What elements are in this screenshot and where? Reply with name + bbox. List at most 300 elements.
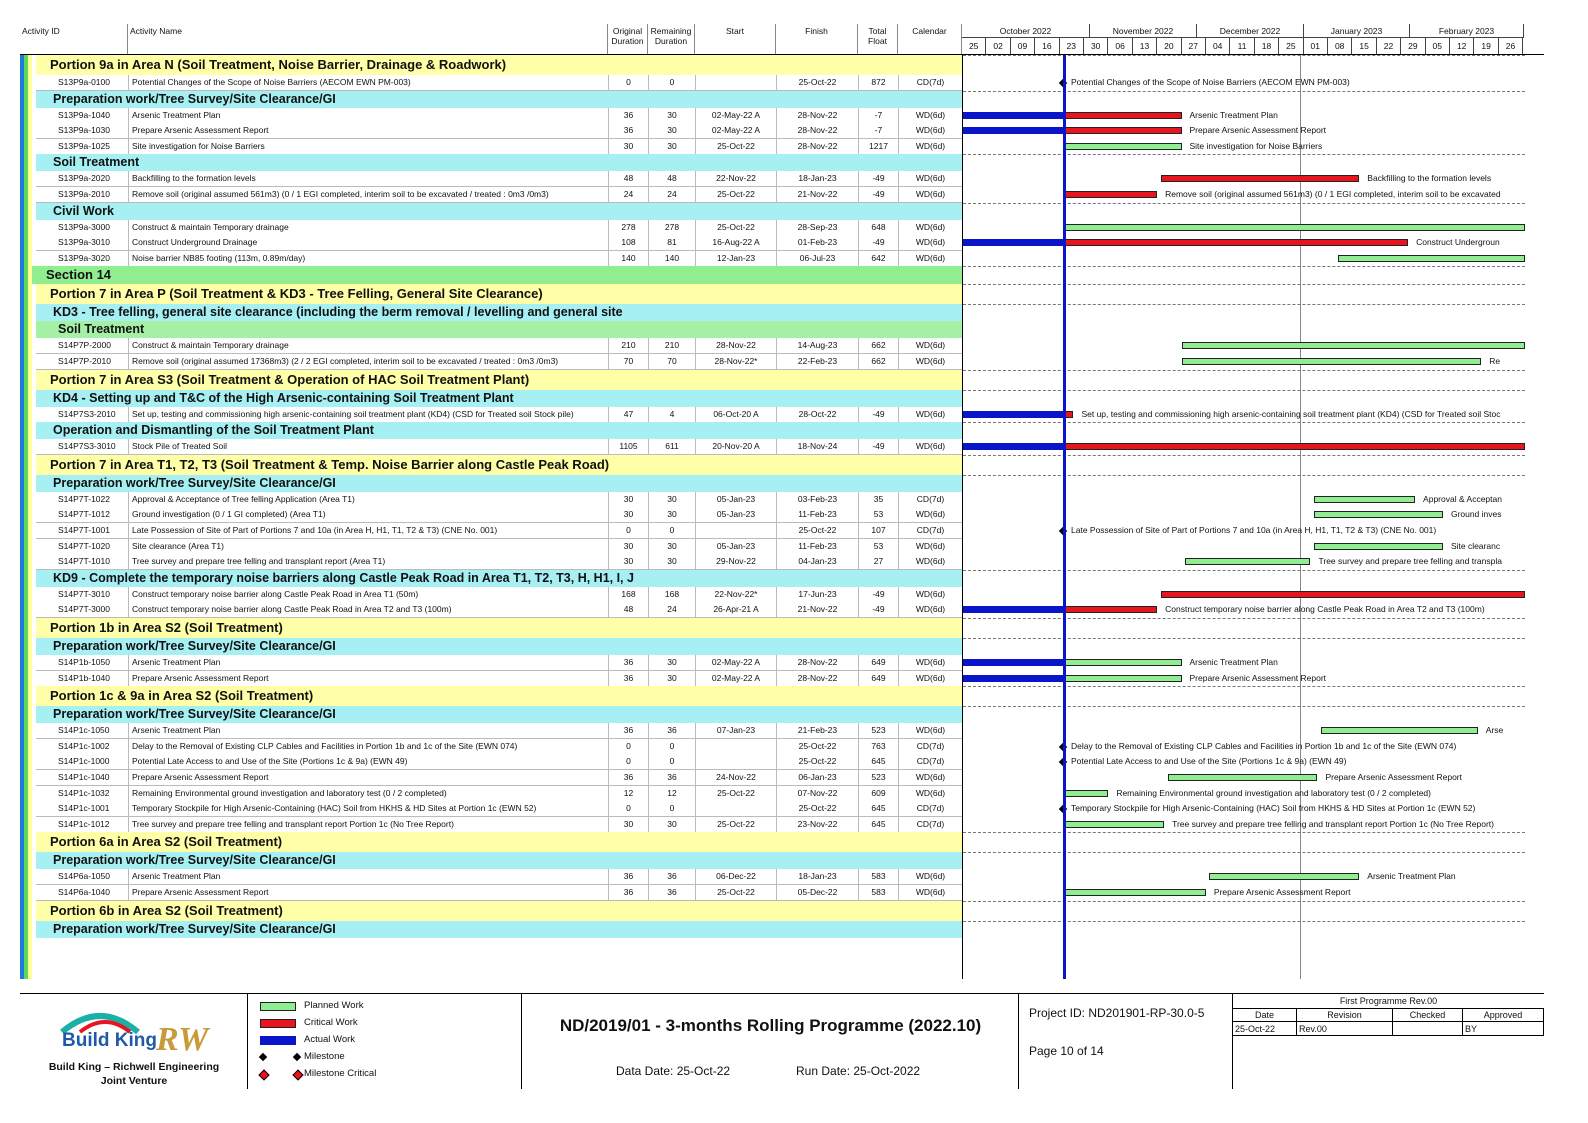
finish-date: 28-Nov-22	[776, 139, 858, 154]
activity-row[interactable]	[36, 587, 962, 603]
timescale-week: 30	[1084, 38, 1108, 54]
activity-id: S14P7P-2010	[58, 356, 111, 366]
activity-name: Approval & Acceptance of Tree felling Application (Area T1)	[128, 492, 608, 507]
planned-bar	[1063, 224, 1525, 231]
timescale-month: January 2023	[1304, 24, 1410, 38]
original-duration: 30	[608, 139, 648, 154]
start-date	[695, 754, 776, 769]
calendar: WD(6d)	[898, 554, 962, 569]
timescale-week: 18	[1255, 38, 1279, 54]
total-float: -49	[858, 171, 898, 186]
group-header	[36, 901, 962, 921]
start-date: 25-Oct-22	[695, 786, 776, 801]
activity-name: Late Possession of Site of Part of Portions 7 and 10a (in Area H, H1, T1, T2 & T3) (CNE No. 001)	[128, 523, 608, 538]
remaining-duration: 36	[648, 770, 695, 785]
actual-bar	[963, 659, 1063, 666]
total-float: 1217	[858, 139, 898, 154]
total-float: 642	[858, 251, 898, 266]
critical-bar	[1063, 112, 1182, 119]
calendar: WD(6d)	[898, 587, 962, 602]
activity-row[interactable]	[36, 187, 962, 203]
start-date: 25-Oct-22	[695, 220, 776, 235]
original-duration: 30	[608, 492, 648, 507]
calendar: WD(6d)	[898, 786, 962, 801]
activity-name: Site investigation for Noise Barriers	[128, 139, 608, 154]
bar-label: Remaining Environmental ground investigation and laboratory test (0 / 2 completed)	[1116, 787, 1431, 798]
remaining-duration: 210	[648, 338, 695, 353]
calendar: WD(6d)	[898, 354, 962, 369]
group-title: Portion 1c & 9a in Area S2 (Soil Treatment)	[50, 688, 314, 704]
activity-id: S13P9a-2010	[58, 189, 110, 199]
group-title: Portion 7 in Area T1, T2, T3 (Soil Treatment & Temp. Noise Barrier along Castle Peak Road)	[50, 456, 610, 472]
finish-date: 11-Feb-23	[776, 539, 858, 554]
group-title: Operation and Dismantling of the Soil Treatment Plant	[53, 423, 374, 438]
critical-bar	[1063, 191, 1157, 198]
group-header	[36, 475, 962, 492]
activity-name: Prepare Arsenic Assessment Report	[128, 770, 608, 785]
group-title: Preparation work/Tree Survey/Site Clearance/GI	[53, 91, 336, 106]
original-duration: 47	[608, 407, 648, 422]
calendar: CD(7d)	[898, 523, 962, 538]
activity-row[interactable]	[36, 655, 962, 671]
calendar: CD(7d)	[898, 817, 962, 832]
critical-milestone-diamond-icon	[292, 1069, 303, 1080]
remaining-duration: 36	[648, 869, 695, 884]
timescale-header	[962, 24, 1524, 54]
original-duration: 36	[608, 655, 648, 670]
start-date: 02-May-22 A	[695, 108, 776, 123]
group-header	[36, 422, 962, 439]
timescale-month: December 2022	[1197, 24, 1304, 38]
activity-name: Tree survey and prepare tree felling and transplant report Portion 1c (No Tree Report)	[128, 817, 608, 832]
activity-id: S14P7S3-2010	[58, 408, 116, 419]
timescale-week: 25	[962, 38, 986, 54]
planned-bar	[1063, 821, 1164, 828]
activity-row[interactable]	[36, 407, 962, 423]
start-date: 25-Oct-22	[695, 187, 776, 202]
calendar: WD(6d)	[898, 108, 962, 123]
original-duration: 140	[608, 251, 648, 266]
project-id: Project ID: ND201901-RP-30.0-5	[1029, 1006, 1205, 1020]
timescale-week: 22	[1377, 38, 1401, 54]
start-date: 05-Jan-23	[695, 492, 776, 507]
activity-row[interactable]	[36, 354, 962, 370]
finish-date: 07-Nov-22	[776, 786, 858, 801]
critical-bar	[1063, 606, 1157, 613]
activity-row[interactable]	[36, 723, 962, 739]
revision-header: Approved	[1463, 1008, 1544, 1022]
row-separator	[963, 832, 1525, 833]
start-date: 02-May-22 A	[695, 123, 776, 138]
timescale-week: 01	[1304, 38, 1328, 54]
activity-id: S14P1c-1050	[58, 725, 110, 736]
total-float: 107	[858, 523, 898, 538]
col-original-duration: Original Duration	[608, 24, 648, 54]
activity-row[interactable]	[36, 885, 962, 901]
bar-label: Arsenic Treatment Plan	[1189, 657, 1278, 667]
activity-id: S14P6a-1050	[58, 871, 110, 882]
remaining-duration: 70	[648, 354, 695, 369]
finish-date: 04-Jan-23	[776, 554, 858, 569]
activity-row[interactable]	[36, 786, 962, 802]
activity-row[interactable]	[36, 251, 962, 267]
activity-row[interactable]	[36, 602, 962, 618]
activity-name: Arsenic Treatment Plan	[128, 108, 608, 123]
group-header	[36, 154, 962, 171]
finish-date: 18-Jan-23	[776, 171, 858, 186]
legend-label: Milestone Critical	[304, 1068, 377, 1079]
activity-row[interactable]	[36, 539, 962, 555]
timescale-week: 13	[1133, 38, 1157, 54]
original-duration: 36	[608, 885, 648, 900]
activity-id: S14P1c-1001	[58, 803, 110, 814]
start-date: 06-Dec-22	[695, 869, 776, 884]
activity-row[interactable]	[36, 123, 962, 139]
activity-name: Remove soil (original assumed 561m3) (0 / 1 EGI completed, interim soil to be excavated / treated : 0m3 /0m3)	[128, 187, 608, 202]
activity-id: S14P1c-1040	[58, 772, 110, 782]
start-date: 16-Aug-22 A	[695, 235, 776, 250]
group-header	[36, 618, 962, 638]
start-date: 22-Nov-22	[695, 171, 776, 186]
activity-name: Prepare Arsenic Assessment Report	[128, 885, 608, 900]
original-duration: 30	[608, 539, 648, 554]
row-separator	[963, 852, 1525, 853]
group-title: Preparation work/Tree Survey/Site Clearance/GI	[53, 921, 336, 936]
remaining-duration: 30	[648, 655, 695, 670]
finish-date: 22-Feb-23	[776, 354, 858, 369]
total-float: 609	[858, 786, 898, 801]
original-duration: 36	[608, 108, 648, 123]
group-header	[36, 91, 962, 108]
total-float: 645	[858, 801, 898, 816]
critical-bar	[1161, 591, 1525, 598]
activity-row[interactable]	[36, 108, 962, 124]
row-separator	[963, 618, 1525, 619]
critical-bar	[1063, 127, 1182, 134]
legend-label: Actual Work	[304, 1034, 356, 1045]
activity-name: Prepare Arsenic Assessment Report	[128, 671, 608, 686]
start-date: 22-Nov-22*	[695, 587, 776, 602]
row-separator	[963, 370, 1525, 371]
activity-id: S14P7T-3010	[58, 588, 110, 599]
jv-name	[20, 1060, 248, 1088]
logo-box	[20, 994, 248, 1089]
activity-name: Construct & maintain Temporary drainage	[128, 220, 608, 235]
group-title: Preparation work/Tree Survey/Site Clearance/GI	[53, 475, 336, 490]
row-separator	[963, 422, 1525, 423]
revision-box	[1233, 994, 1544, 1089]
activity-name: Backfilling to the formation levels	[128, 171, 608, 186]
calendar: WD(6d)	[898, 671, 962, 686]
group-title: Portion 6b in Area S2 (Soil Treatment)	[50, 902, 283, 918]
programme-title: ND/2019/01 - 3-months Rolling Programme (2022.10)	[559, 1016, 982, 1035]
start-date: 05-Jan-23	[695, 539, 776, 554]
activity-name: Prepare Arsenic Assessment Report	[128, 123, 608, 138]
activity-row[interactable]	[36, 171, 962, 187]
revision-header: Checked	[1393, 1008, 1463, 1022]
planned-bar	[1063, 675, 1182, 682]
activity-id: S13P9a-1025	[58, 140, 110, 151]
activity-row[interactable]	[36, 139, 962, 155]
total-float: -49	[858, 587, 898, 602]
activity-name: Stock Pile of Treated Soil	[128, 439, 608, 454]
legend-label: Milestone	[304, 1051, 345, 1062]
timescale-week: 25	[1279, 38, 1303, 54]
remaining-duration: 30	[648, 671, 695, 686]
jv-line-2: Joint Venture	[100, 1075, 168, 1087]
finish-date: 03-Feb-23	[776, 492, 858, 507]
activity-row[interactable]	[36, 439, 962, 455]
timescale-week: 16	[1035, 38, 1059, 54]
timescale-week: 04	[1206, 38, 1230, 54]
group-header	[36, 832, 962, 852]
remaining-duration: 30	[648, 492, 695, 507]
remaining-duration: 12	[648, 786, 695, 801]
activity-row[interactable]	[36, 671, 962, 687]
planned-bar	[1314, 511, 1443, 518]
original-duration: 210	[608, 338, 648, 353]
remaining-duration: 0	[648, 754, 695, 769]
start-date	[695, 75, 776, 90]
remaining-duration: 0	[648, 739, 695, 754]
original-duration: 0	[608, 754, 648, 769]
activity-row[interactable]	[36, 523, 962, 539]
row-separator	[963, 638, 1525, 639]
finish-date: 18-Nov-24	[776, 439, 858, 454]
timescale-week: 27	[1182, 38, 1206, 54]
remaining-duration: 140	[648, 251, 695, 266]
activity-row[interactable]	[36, 817, 962, 833]
bar-label: Ground inves	[1450, 509, 1502, 520]
start-date: 05-Jan-23	[695, 507, 776, 522]
activity-row[interactable]	[36, 754, 962, 770]
group-title: Section 14	[46, 267, 112, 283]
original-duration: 48	[608, 171, 648, 186]
critical-bar	[1063, 443, 1525, 450]
title-block	[20, 993, 1544, 1089]
activity-name: Noise barrier NB85 footing (113m, 0.89m/day)	[128, 251, 608, 266]
total-float: 662	[858, 338, 898, 353]
critical-bar	[1161, 175, 1360, 182]
col-calendar: Calendar	[898, 24, 962, 54]
col-start: Start	[695, 24, 776, 54]
activity-name: Tree survey and prepare tree felling and transplant report (Area T1)	[128, 554, 608, 569]
run-date: Run Date: 25-Oct-2022	[796, 1064, 921, 1078]
activity-name: Potential Changes of the Scope of Noise Barriers (AECOM EWN PM-003)	[128, 75, 608, 90]
group-title: Preparation work/Tree Survey/Site Clearance/GI	[53, 707, 336, 722]
remaining-duration: 48	[648, 171, 695, 186]
activity-id: S14P7T-3000	[58, 604, 110, 615]
original-duration: 168	[608, 587, 648, 602]
group-title: Portion 9a in Area N (Soil Treatment, Noise Barrier, Drainage & Roadwork)	[50, 57, 507, 72]
total-float: -49	[858, 235, 898, 250]
start-date: 06-Oct-20 A	[695, 407, 776, 422]
activity-name: Potential Late Access to and Use of the Site (Portions 1c & 9a) (EWN 49)	[128, 754, 608, 769]
logo-wordmark: Build King	[62, 1030, 157, 1051]
calendar: WD(6d)	[898, 220, 962, 235]
total-float: 35	[858, 492, 898, 507]
bar-label: Prepare Arsenic Assessment Report	[1213, 887, 1351, 897]
col-finish: Finish	[776, 24, 858, 54]
actual-bar	[963, 112, 1063, 119]
activity-row[interactable]	[36, 338, 962, 354]
bar-label: Arsenic Treatment Plan	[1189, 109, 1278, 120]
start-date: 02-May-22 A	[695, 655, 776, 670]
activity-row[interactable]	[36, 235, 962, 251]
legend-label: Critical Work	[304, 1017, 358, 1028]
finish-date: 25-Oct-22	[776, 75, 858, 90]
activity-row[interactable]	[36, 739, 962, 755]
activity-id: S14P7T-1022	[58, 493, 110, 504]
activity-row[interactable]	[36, 507, 962, 523]
calendar: WD(6d)	[898, 602, 962, 617]
activity-row[interactable]	[36, 492, 962, 508]
group-title: KD9 - Complete the temporary noise barriers along Castle Peak Road in Area T1, T2, T3, H, H1, I, J	[53, 570, 634, 585]
activity-row[interactable]	[36, 869, 962, 885]
milestone-diamond-icon	[259, 1053, 267, 1061]
original-duration: 30	[608, 507, 648, 522]
bar-label: Tree survey and prepare tree felling and transpla	[1318, 556, 1502, 567]
calendar: WD(6d)	[898, 338, 962, 353]
bar-label: Set up, testing and commissioning high arsenic-containing soil treatment plant (KD4) (CSD for Treated soil Stoc	[1081, 408, 1501, 419]
activity-name: Site clearance (Area T1)	[128, 539, 608, 554]
group-header	[36, 321, 962, 338]
original-duration: 36	[608, 869, 648, 884]
total-float: -7	[858, 108, 898, 123]
planned-bar	[1314, 543, 1443, 550]
activity-row[interactable]	[36, 801, 962, 817]
activity-id: S14P1c-1012	[58, 818, 110, 829]
finish-date: 06-Jan-23	[776, 770, 858, 785]
total-float: 583	[858, 885, 898, 900]
finish-date: 17-Jun-23	[776, 587, 858, 602]
total-float: 662	[858, 354, 898, 369]
activity-row[interactable]	[36, 770, 962, 786]
total-float: 27	[858, 554, 898, 569]
row-separator	[963, 921, 1525, 922]
calendar: WD(6d)	[898, 539, 962, 554]
actual-bar	[963, 443, 1063, 450]
activity-id: S13P9a-3010	[58, 237, 110, 248]
calendar: CD(7d)	[898, 801, 962, 816]
total-float: -49	[858, 602, 898, 617]
start-date: 26-Apr-21 A	[695, 602, 776, 617]
row-separator	[963, 284, 1525, 285]
activity-id: S14P6a-1040	[58, 887, 110, 897]
timescale-week: 15	[1352, 38, 1376, 54]
activity-row[interactable]	[36, 75, 962, 91]
activity-name: Remaining Environmental ground investigation and laboratory test (0 / 2 completed)	[128, 786, 608, 801]
start-date	[695, 801, 776, 816]
activity-name: Construct & maintain Temporary drainage	[128, 338, 608, 353]
bar-label: Late Possession of Site of Part of Portions 7 and 10a (in Area H, H1, T1, T2 & T3) (CNE No. 001)	[1071, 525, 1437, 535]
group-header	[36, 203, 962, 220]
actual-bar	[963, 127, 1063, 134]
timescale-week: 09	[1011, 38, 1035, 54]
finish-date: 05-Dec-22	[776, 885, 858, 900]
calendar: WD(6d)	[898, 770, 962, 785]
activity-name: Construct Underground Drainage	[128, 235, 608, 250]
original-duration: 48	[608, 602, 648, 617]
revision-value: BY	[1463, 1022, 1544, 1036]
activity-name: Remove soil (original assumed 17368m3) (2 / 2 EGI completed, interim soil to be excavated / treated : 0m3 /0m3)	[128, 354, 608, 369]
bar-label: Re	[1489, 356, 1501, 366]
remaining-duration: 0	[648, 523, 695, 538]
activity-row[interactable]	[36, 220, 962, 236]
calendar: WD(6d)	[898, 235, 962, 250]
activity-name: Delay to the Removal of Existing CLP Cables and Facilities in Portion 1b and 1c of the Site (EWN 074)	[128, 739, 608, 754]
start-date	[695, 523, 776, 538]
total-float: -7	[858, 123, 898, 138]
remaining-duration: 30	[648, 817, 695, 832]
planned-bar	[1321, 727, 1478, 734]
total-float: 523	[858, 723, 898, 738]
group-header	[36, 455, 962, 475]
activity-id: S14P7P-2000	[58, 340, 111, 351]
activity-row[interactable]	[36, 554, 962, 570]
group-title: Portion 7 in Area P (Soil Treatment & KD3 - Tree Felling, General Site Clearance)	[50, 286, 543, 302]
total-float: 645	[858, 817, 898, 832]
activity-id: S13P9a-3000	[58, 221, 110, 232]
finish-date: 21-Nov-22	[776, 602, 858, 617]
start-date: 20-Nov-20 A	[695, 439, 776, 454]
activity-name: Construct temporary noise barrier along Castle Peak Road in Area T1 (50m)	[128, 587, 608, 602]
start-date	[695, 739, 776, 754]
total-float: 53	[858, 539, 898, 554]
remaining-duration: 30	[648, 507, 695, 522]
calendar: CD(7d)	[898, 492, 962, 507]
row-separator	[963, 455, 1525, 456]
bar-label: Arse	[1485, 725, 1504, 736]
original-duration: 30	[608, 554, 648, 569]
original-duration: 36	[608, 723, 648, 738]
bar-label: Approval & Acceptan	[1423, 493, 1502, 504]
total-float: -49	[858, 439, 898, 454]
original-duration: 278	[608, 220, 648, 235]
activity-id: S14P1b-1050	[58, 657, 110, 667]
calendar: WD(6d)	[898, 655, 962, 670]
start-date: 02-May-22 A	[695, 671, 776, 686]
actual-bar	[963, 411, 1063, 418]
data-date-line	[1063, 55, 1066, 979]
group-header	[36, 370, 962, 390]
group-title: Preparation work/Tree Survey/Site Clearance/GI	[53, 853, 336, 868]
planned-bar	[1314, 496, 1415, 503]
activity-table	[20, 55, 962, 979]
original-duration: 30	[608, 817, 648, 832]
activity-id: S13P9a-1040	[58, 109, 110, 120]
calendar: CD(7d)	[898, 75, 962, 90]
bar-label: Prepare Arsenic Assessment Report	[1189, 672, 1327, 683]
original-duration: 36	[608, 123, 648, 138]
finish-date: 28-Nov-22	[776, 123, 858, 138]
group-header	[36, 686, 962, 706]
planned-bar	[1063, 889, 1206, 896]
planned-bar	[1209, 873, 1359, 880]
bar-label: Site investigation for Noise Barriers	[1189, 140, 1323, 151]
activity-name: Ground investigation (0 / 1 GI completed) (Area T1)	[128, 507, 608, 522]
remaining-duration: 24	[648, 602, 695, 617]
remaining-duration: 4	[648, 407, 695, 422]
remaining-duration: 611	[648, 439, 695, 454]
original-duration: 0	[608, 75, 648, 90]
logo-rw-mark: RW	[156, 1021, 209, 1058]
legend-label: Planned Work	[304, 1000, 364, 1011]
total-float: 649	[858, 671, 898, 686]
original-duration: 1105	[608, 439, 648, 454]
activity-id: S14P1c-1032	[58, 787, 110, 798]
bar-label: Arsenic Treatment Plan	[1367, 871, 1456, 882]
